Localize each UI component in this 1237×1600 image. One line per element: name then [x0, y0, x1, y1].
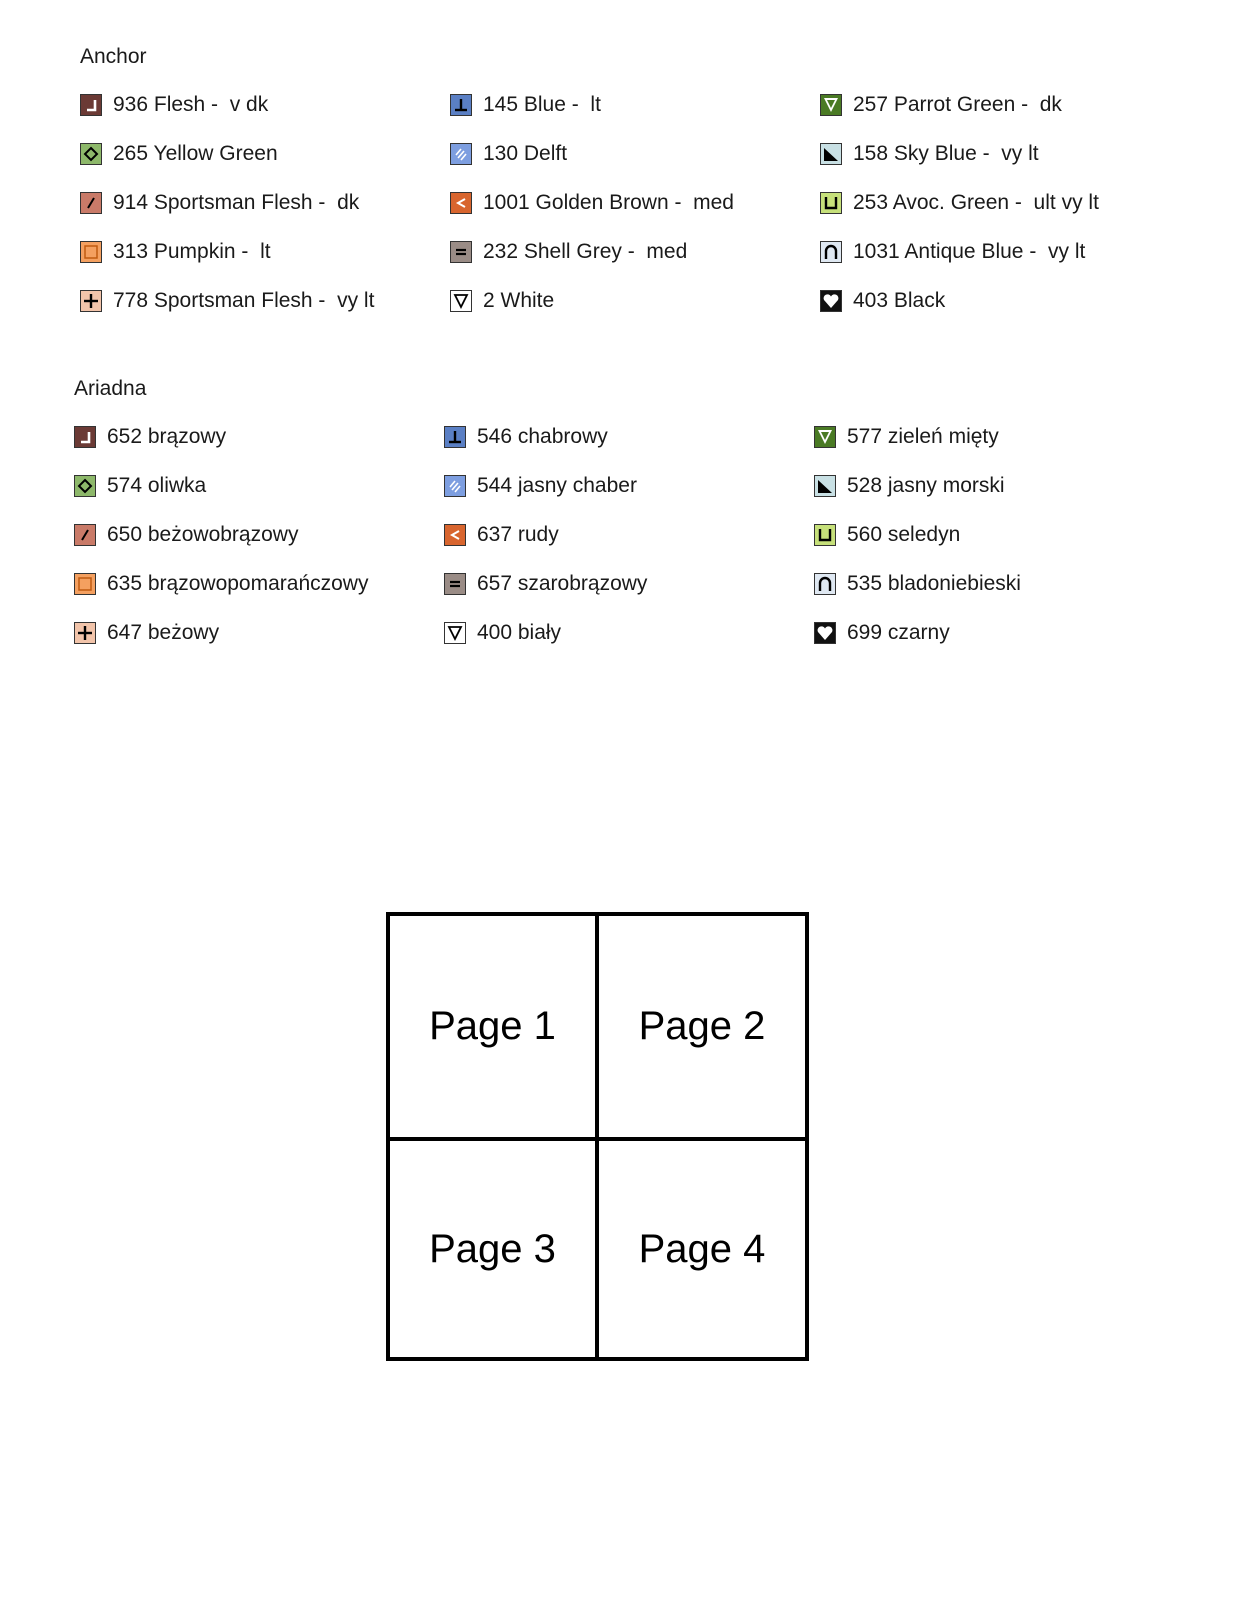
- legend-item: [444, 473, 637, 499]
- legend-item: [444, 571, 647, 597]
- legend-item: [74, 620, 219, 646]
- diamond-icon: [80, 143, 102, 165]
- legend-item-label: 535 bladoniebieski: [847, 572, 1021, 595]
- hatch-icon: [444, 475, 466, 497]
- down-triangle-outline-icon: [450, 290, 472, 312]
- legend-item: [74, 424, 226, 450]
- page-cell-3: Page 3: [390, 1141, 599, 1357]
- legend-item-label: 560 seledyn: [847, 523, 961, 546]
- legend-item-label: 778 Sportsman Flesh - vy lt: [113, 289, 375, 312]
- legend-item: [820, 92, 1062, 118]
- anchor-legend: [80, 92, 1200, 352]
- legend-item: [450, 141, 567, 167]
- legend-item-label: 936 Flesh - v dk: [113, 93, 269, 116]
- legend-item: [450, 190, 734, 216]
- legend-item: [80, 141, 278, 167]
- legend-item-label: 145 Blue - lt: [483, 93, 601, 116]
- legend-item-label: 265 Yellow Green: [113, 142, 278, 165]
- legend-item: [820, 141, 1039, 167]
- plus-icon: [80, 290, 102, 312]
- legend-item-label: 914 Sportsman Flesh - dk: [113, 191, 360, 214]
- legend-item-label: 403 Black: [853, 289, 946, 312]
- legend-item-label: 158 Sky Blue - vy lt: [853, 142, 1039, 165]
- legend-item-label: 637 rudy: [477, 523, 559, 546]
- up-tack-icon: [444, 426, 466, 448]
- legend-item-label: 2 White: [483, 289, 555, 312]
- legend-item-label: 257 Parrot Green - dk: [853, 93, 1062, 116]
- square-outline-icon: [80, 241, 102, 263]
- up-tack-icon: [450, 94, 472, 116]
- legend-item-label: 635 brązowopomarańczowy: [107, 572, 369, 595]
- legend-item-label: 253 Avoc. Green - ult vy lt: [853, 191, 1099, 214]
- legend-item: [820, 288, 945, 314]
- down-triangle-filled-icon: [820, 94, 842, 116]
- legend-item: [814, 620, 950, 646]
- page-cell-1: Page 1: [390, 916, 599, 1141]
- legend-item-label: 546 chabrowy: [477, 425, 608, 448]
- anchor-section-title: Anchor: [80, 45, 147, 68]
- legend-item-label: 544 jasny chaber: [477, 474, 637, 497]
- ariadna-section-title: Ariadna: [74, 377, 147, 400]
- square-outline-icon: [74, 573, 96, 595]
- legend-item-label: 574 oliwka: [107, 474, 207, 497]
- u-shape-icon: [814, 524, 836, 546]
- legend-item-label: 1031 Antique Blue - vy lt: [853, 240, 1086, 263]
- legend-item: [80, 190, 359, 216]
- legend-item-label: 650 beżowobrązowy: [107, 523, 299, 546]
- less-than-icon: [450, 192, 472, 214]
- legend-item-label: 400 biały: [477, 621, 562, 644]
- legend-item: [814, 571, 1021, 597]
- corner-triangle-icon: [820, 143, 842, 165]
- legend-item: [74, 473, 206, 499]
- legend-item: [814, 424, 999, 450]
- legend-item: [80, 92, 268, 118]
- slash-icon: [80, 192, 102, 214]
- legend-item-label: 232 Shell Grey - med: [483, 240, 688, 263]
- legend-item: [80, 239, 271, 265]
- legend-item: [450, 288, 554, 314]
- less-than-icon: [444, 524, 466, 546]
- heart-icon: [820, 290, 842, 312]
- legend-item-label: 313 Pumpkin - lt: [113, 240, 271, 263]
- page-cell-2: Page 2: [599, 916, 805, 1141]
- legend-item-label: 577 zieleń mięty: [847, 425, 999, 448]
- legend-item: [74, 571, 368, 597]
- legend-item: [814, 522, 960, 548]
- hatch-icon: [450, 143, 472, 165]
- equals-icon: [450, 241, 472, 263]
- corner-bracket-icon: [74, 426, 96, 448]
- page-layout-grid: [386, 912, 809, 1361]
- page-cell-4: Page 4: [638, 1226, 766, 1271]
- legend-item-label: 699 czarny: [847, 621, 950, 644]
- u-shape-icon: [820, 192, 842, 214]
- legend-item: [450, 92, 601, 118]
- legend-item-label: 652 brązowy: [107, 425, 227, 448]
- legend-item: [450, 239, 687, 265]
- heart-icon: [814, 622, 836, 644]
- down-triangle-outline-icon: [444, 622, 466, 644]
- legend-item: [820, 190, 1099, 216]
- corner-triangle-icon: [814, 475, 836, 497]
- legend-item: [74, 522, 298, 548]
- legend-item: [444, 424, 608, 450]
- legend-item-label: 528 jasny morski: [847, 474, 1005, 497]
- slash-icon: [74, 524, 96, 546]
- arch-icon: [820, 241, 842, 263]
- legend-item: [80, 288, 374, 314]
- ariadna-legend: [74, 424, 1194, 684]
- legend-item: [444, 522, 559, 548]
- legend-item: [814, 473, 1005, 499]
- plus-icon: [74, 622, 96, 644]
- down-triangle-filled-icon: [814, 426, 836, 448]
- arch-icon: [814, 573, 836, 595]
- equals-icon: [444, 573, 466, 595]
- legend-item-label: 1001 Golden Brown - med: [483, 191, 734, 214]
- corner-bracket-icon: [80, 94, 102, 116]
- legend-item-label: 130 Delft: [483, 142, 568, 165]
- diamond-icon: [74, 475, 96, 497]
- legend-item-label: 647 beżowy: [107, 621, 220, 644]
- legend-item: [820, 239, 1085, 265]
- legend-item: [444, 620, 561, 646]
- legend-item-label: 657 szarobrązowy: [477, 572, 648, 595]
